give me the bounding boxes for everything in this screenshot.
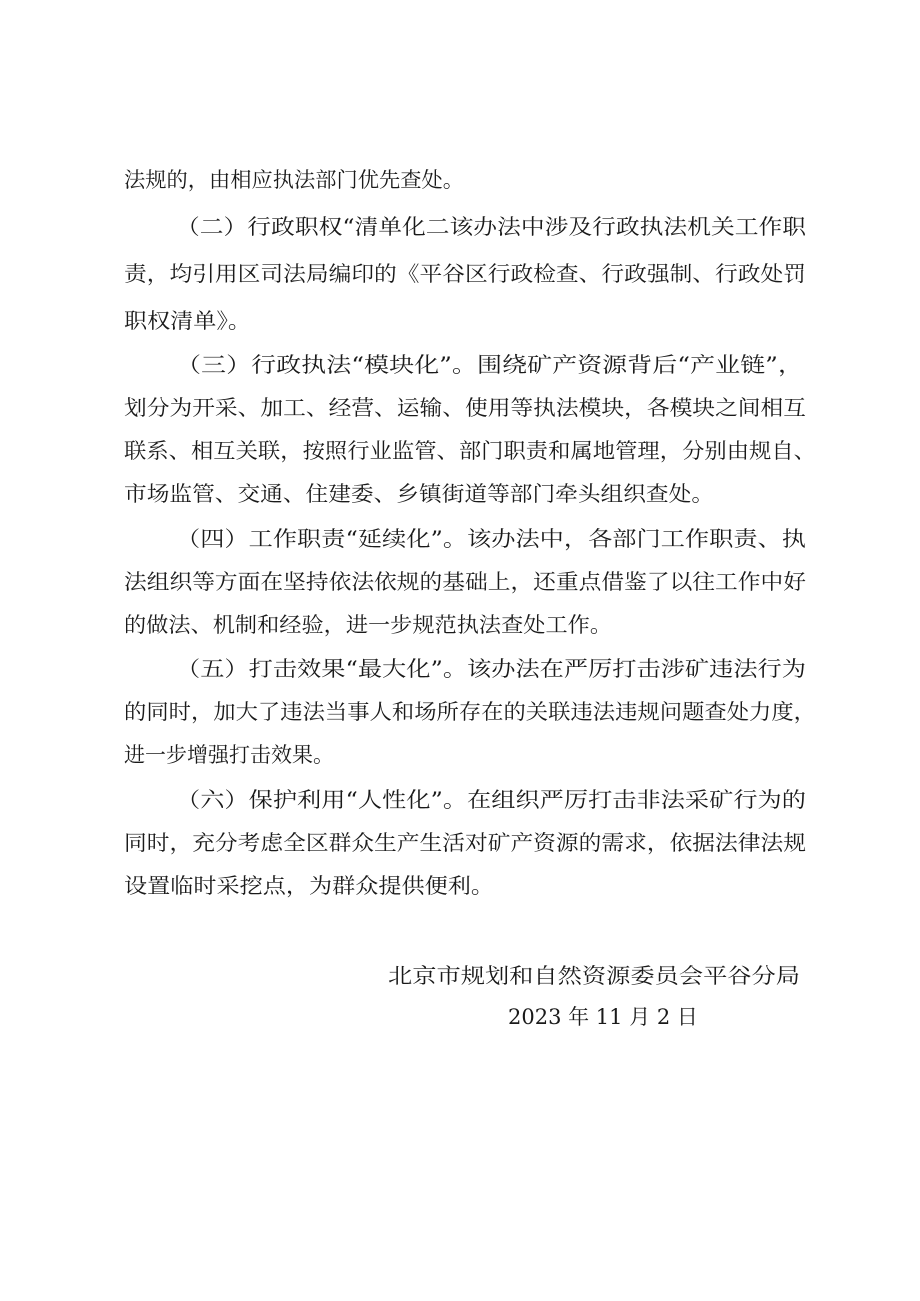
text-line-content: （六）保护利用“人性化”。在组织严厉打击非法采矿行为的 [176, 788, 806, 812]
text-line-content: 进一步增强打击效果。 [124, 743, 334, 767]
text-line-content: 职权清单》。 [124, 309, 252, 333]
text-line-content: 同时，充分考虑全区群众生产生活对矿产资源的需求，依据法律法规 [124, 831, 806, 855]
signature-organization: 北京市规划和自然资源委员会平谷分局 [388, 964, 801, 988]
signature-date: 2023 年 11 月 2 日 [508, 1005, 698, 1029]
text-line-content: 划分为开采、加工、经营、运输、使用等执法模块，各模块之间相互 [124, 396, 806, 420]
text-line-content: 联系、相互关联，按照行业监管、部门职责和属地管理，分别由规自、 [124, 439, 817, 463]
text-line-content: 设置临时采挖点，为群众提供便利。 [124, 874, 495, 898]
text-line-content: （二）行政职权“清单化二该办法中涉及行政执法机关工作职 [176, 215, 807, 239]
text-line-content: （四）工作职责“延续化”。该办法中，各部门工作职责、执 [176, 527, 806, 551]
text-line-content: 法组织等方面在坚持依法依规的基础上，还重点借鉴了以往工作中好 [124, 570, 806, 594]
text-line-content: 责，均引用区司法局编印的《平谷区行政检查、行政强制、行政处罚 [124, 262, 806, 286]
text-line-content: 法规的，由相应执法部门优先查处。 [124, 168, 464, 192]
text-line-content: （五）打击效果“最大化”。该办法在严厉打击涉矿违法行为 [176, 657, 806, 681]
text-line-content: 市场监管、交通、住建委、乡镇街道等部门牵头组织查处。 [124, 482, 715, 506]
text-line-content: 的做法、机制和经验，进一步规范执法查处工作。 [124, 613, 613, 637]
text-line-content: （三）行政执法“模块化”。围绕矿产资源背后“产业链”， [176, 353, 803, 377]
text-line-content: 的同时，加大了违法当事人和场所存在的关联违法违规问题查处力度， [124, 700, 817, 724]
